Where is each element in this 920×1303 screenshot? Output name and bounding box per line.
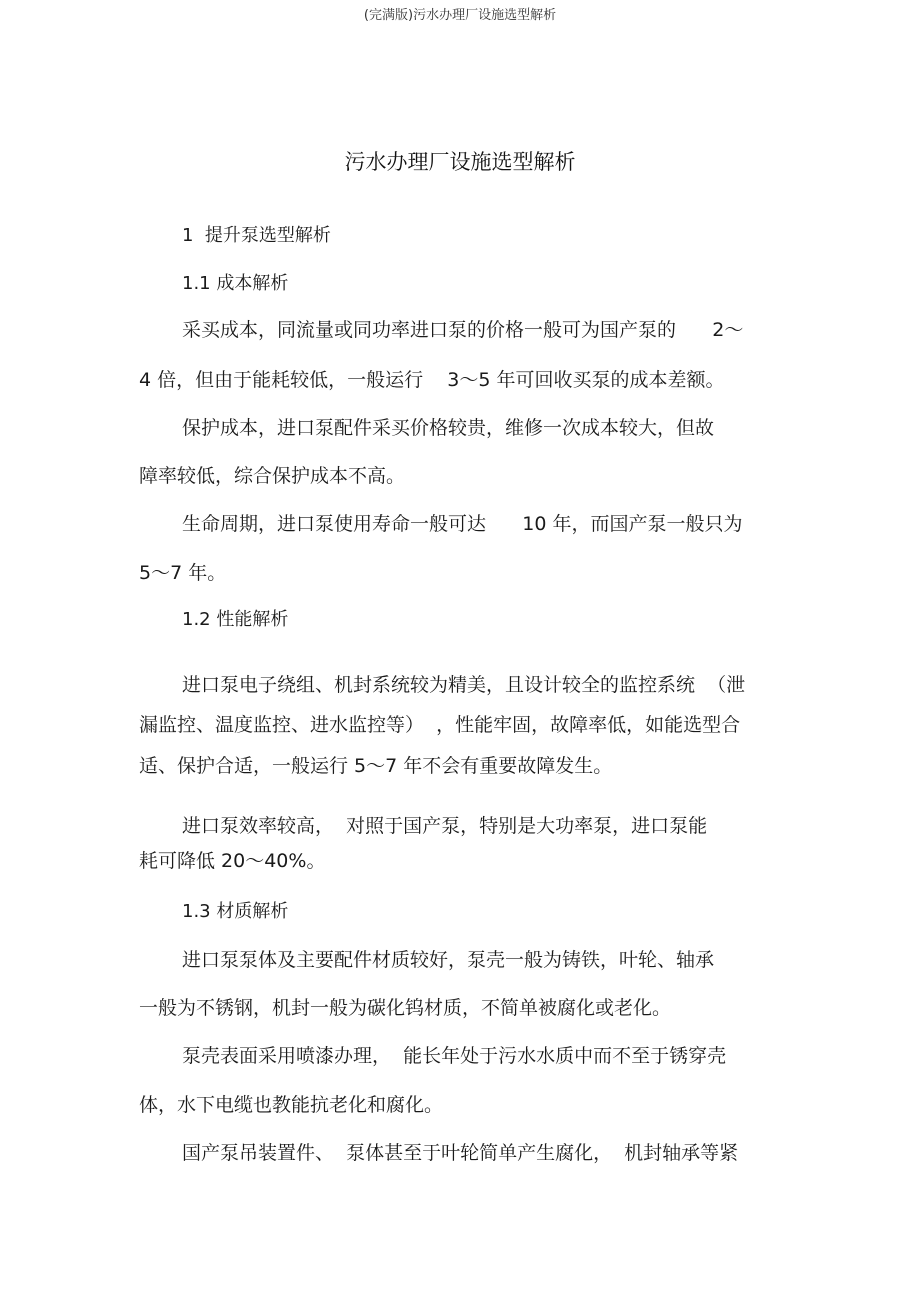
paragraph-line: 漏监控、温度监控、进水监控等） ，性能牢固，故障率低，如能选型合 bbox=[139, 714, 741, 736]
paragraph-line: 保护成本，进口泵配件采买价格较贵，维修一次成本较大，但故 bbox=[182, 417, 715, 439]
paragraph-line: 障率较低，综合保护成本不高。 bbox=[139, 465, 406, 487]
paragraph-line: 适、保护合适，一般运行 5～7 年不会有重要故障发生。 bbox=[139, 755, 613, 777]
paragraph-line: 一般为不锈钢，机封一般为碳化钨材质，不简单被腐化或老化。 bbox=[139, 997, 672, 1019]
paragraph-line: 4 倍，但由于能耗较低，一般运行 3～5 年可回收买泵的成本差额。 bbox=[139, 369, 725, 391]
paragraph-line: 5～7 年。 bbox=[139, 562, 227, 584]
heading-1: 1 提升泵选型解析 bbox=[182, 225, 331, 246]
document-title: 污水办理厂设施选型解析 bbox=[344, 150, 576, 174]
heading-1-2: 1.2 性能解析 bbox=[182, 609, 289, 630]
heading-1-3: 1.3 材质解析 bbox=[182, 901, 289, 922]
paragraph-line: 采买成本，同流量或同功率进口泵的价格一般可为国产泵的 2～ bbox=[182, 319, 744, 341]
paragraph-line: 体，水下电缆也教能抗老化和腐化。 bbox=[139, 1094, 444, 1116]
paragraph-line: 进口泵效率较高， 对照于国产泵，特别是大功率泵，进口泵能 bbox=[182, 815, 708, 837]
paragraph-line: 进口泵电子绕组、机封系统较为精美，且设计较全的监控系统 （泄 bbox=[182, 674, 746, 696]
paragraph-line: 生命周期，进口泵使用寿命一般可达 10 年，而国产泵一般只为 bbox=[182, 513, 743, 535]
paragraph-line: 进口泵泵体及主要配件材质较好，泵壳一般为铸铁，叶轮、轴承 bbox=[182, 949, 715, 971]
running-header: (完满版)污水办理厂设施选型解析 bbox=[363, 8, 557, 23]
paragraph-line: 国产泵吊装置件、 泵体甚至于叶轮简单产生腐化， 机封轴承等紧 bbox=[182, 1142, 739, 1164]
paragraph-line: 泵壳表面采用喷漆办理， 能长年处于污水水质中而不至于锈穿壳 bbox=[182, 1045, 727, 1067]
paragraph-line: 耗可降低 20～40%。 bbox=[139, 850, 326, 872]
heading-1-1: 1.1 成本解析 bbox=[182, 273, 289, 294]
